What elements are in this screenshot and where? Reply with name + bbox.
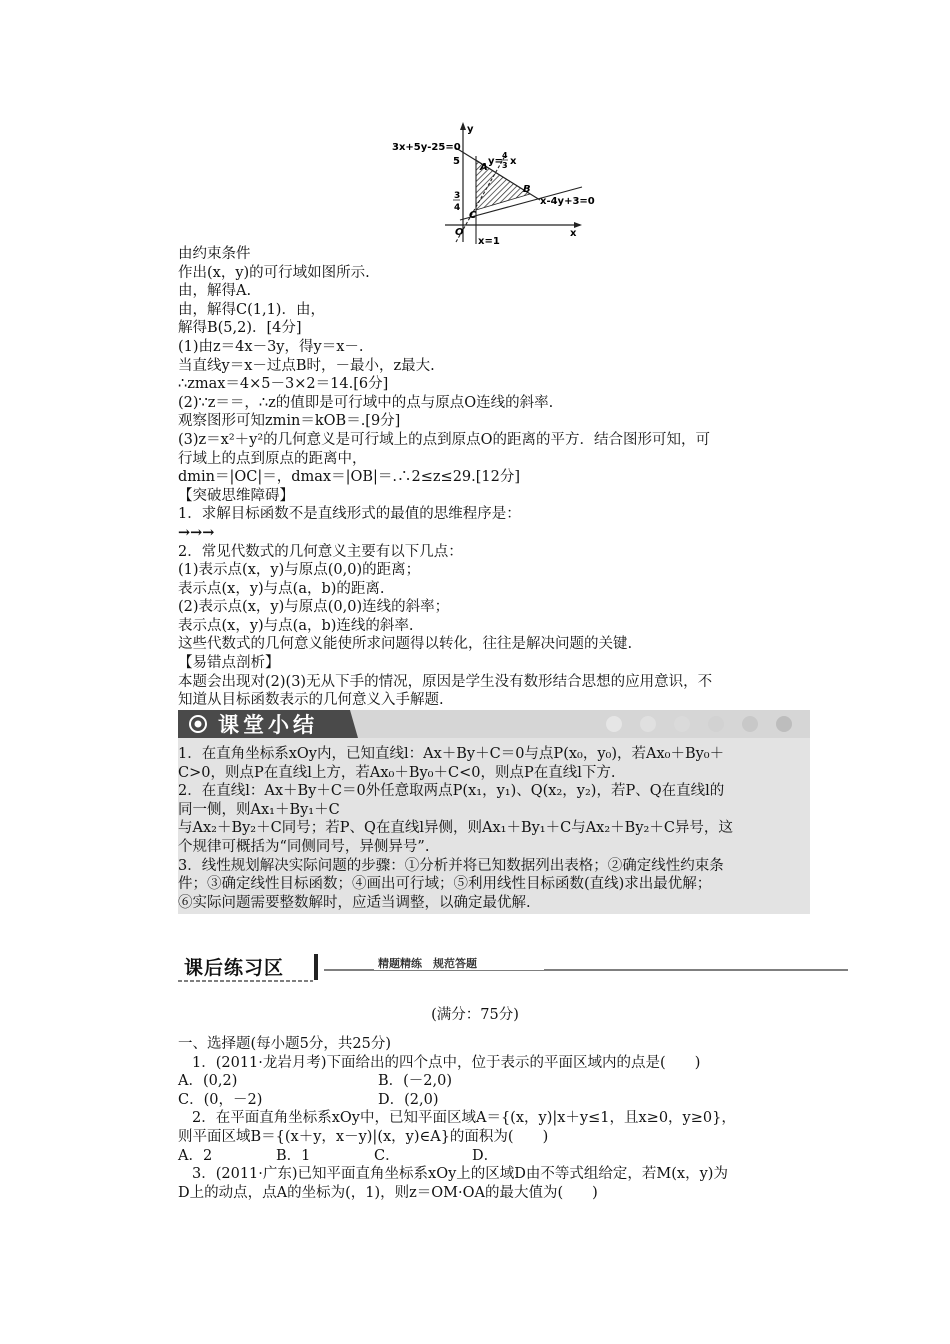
q1-option-a: A．(0,2) — [178, 1073, 238, 1090]
summary-line: 同一侧，则Ax₁＋By₁＋C — [178, 801, 340, 818]
solution-line: 这些代数式的几何意义能使所求问题得以转化，往往是解决问题的关键. — [178, 636, 633, 653]
question-2-cont: 则平面区域B＝{(x＋y，x－y)|(x，y)∈A}的面积为( ) — [178, 1128, 549, 1145]
solution-line: ∴zmax＝4×5－3×2＝14.[6分] — [178, 376, 389, 393]
questions-block — [178, 1035, 818, 1202]
summary-line: 2．在直线l：Ax＋By＋C＝0外任意取两点P(x₁，y₁)、Q(x₂，y₂)，若P、Q在直线l的 — [178, 783, 725, 800]
solution-line: (3)z＝x²＋y²的几何意义是可行域上的点到原点O的距离的平方．结合图形可知，可 — [178, 431, 711, 448]
decor-dot — [742, 716, 758, 732]
summary-line: 个规律可概括为“同侧同号，异侧异号”. — [178, 838, 430, 855]
summary-content — [178, 745, 808, 912]
summary-line: 3．线性规划解决实际问题的步骤：①分析并将已知数据列出表格；②确定线性约束条 — [178, 857, 724, 874]
point-C: C — [469, 210, 477, 221]
summary-header — [178, 710, 810, 738]
practice-header — [178, 950, 848, 984]
q2-option-b: B．1 — [276, 1147, 311, 1164]
label-eq4: x=1 — [478, 236, 500, 247]
decor-dot — [708, 716, 724, 732]
label-eq2-num: 4 — [502, 151, 508, 160]
solution-line: 解得B(5,2)．[4分] — [178, 320, 302, 337]
summary-line: C>0，则点P在直线l上方，若Ax₀＋By₀＋C<0，则点P在直线l下方. — [178, 764, 616, 781]
score-line: (满分：75分) — [431, 1007, 519, 1023]
q1-option-d: D．(2,0) — [378, 1091, 439, 1108]
section-heading: 【突破思维障碍】 — [178, 487, 294, 504]
solution-line: 1．求解目标函数不是直线形式的最值的思维程序是： — [178, 506, 521, 523]
practice-title: 课后练习区 — [184, 957, 285, 979]
arrow-chain: →→→ — [178, 523, 215, 541]
summary-line: 1．在直角坐标系xOy内，已知直线l：Ax＋By＋C＝0与点P(x₀，y₀)，若Ax₀＋By₀＋ — [178, 746, 725, 762]
solution-line: (2)∵z＝＝，∴z的值即是可行域中的点与原点O连线的斜率. — [178, 394, 554, 411]
solution-line: 表示点(x，y)与点(a，b)连线的斜率. — [178, 617, 414, 634]
tick-34-den: 4 — [454, 203, 461, 213]
solution-line: 由，解得C(1,1)．由， — [178, 301, 325, 318]
q1-option-c: C．(0，－2) — [178, 1091, 263, 1108]
summary-line: ⑥实际问题需要整数解时，应适当调整，以确定最优解. — [178, 894, 531, 911]
label-eq2-var: x — [510, 156, 517, 167]
y-axis-arrow — [460, 122, 466, 130]
solution-line: 作出(x，y)的可行域如图所示. — [178, 264, 370, 281]
label-x-axis: x — [570, 228, 577, 239]
question-3-cont: D上的动点，点A的坐标为(，1)，则z＝OM·OA的最大值为( ) — [178, 1184, 598, 1201]
solution-line: 表示点(x，y)与点(a，b)的距离. — [178, 580, 385, 597]
summary-line: 件；③确定线性目标函数；④画出可行域；⑤利用线性目标函数(直线)求出最优解； — [178, 876, 712, 893]
solution-line: dmin＝|OC|＝，dmax＝|OB|＝.∴2≤z≤29.[12分] — [178, 469, 521, 486]
label-eq1: 3x+5y-25=0 — [392, 142, 461, 153]
decor-dot — [640, 716, 656, 732]
solution-line: 本题会出现对(2)(3)无从下手的情况，原因是学生没有数形结合思想的应用意识，不 — [178, 673, 713, 690]
tick-5: 5 — [453, 156, 460, 167]
label-eq2: y= — [488, 156, 503, 167]
question-2: 2．在平面直角坐标系xOy中，已知平面区域A＝{(x，y)|x＋y≤1，且x≥0，y≥0}， — [192, 1110, 736, 1127]
point-O: O — [455, 227, 464, 238]
solution-line: 观察图形可知zmin＝kOB＝.[9分] — [178, 413, 401, 430]
q2-option-d: D． — [472, 1147, 499, 1164]
solution-block — [178, 245, 808, 710]
decor-dot — [606, 716, 622, 732]
q2-option-c: C． — [374, 1147, 400, 1164]
section-heading: 【易错点剖析】 — [178, 655, 280, 672]
label-y-axis: y — [467, 124, 474, 135]
summary-title: 课堂小结 — [218, 713, 318, 737]
solution-line: 行域上的点到原点的距离中， — [178, 450, 367, 467]
summary-line: 与Ax₂＋By₂＋C同号；若P、Q在直线l异侧，则Ax₁＋By₁＋C与Ax₂＋By₂＋C异号，这 — [178, 820, 733, 837]
solution-line: (1)由z＝4x－3y，得y＝x－. — [178, 338, 364, 355]
solution-line: 由约束条件 — [178, 246, 251, 262]
solution-line: (1)表示点(x，y)与原点(0,0)的距离； — [178, 562, 421, 579]
solution-line: (2)表示点(x，y)与原点(0,0)连线的斜率； — [178, 599, 450, 616]
tick-34-num: 3 — [454, 191, 461, 201]
practice-subtitle: 精题精练 规范答题 — [378, 957, 477, 970]
feasible-region-figure — [390, 120, 610, 248]
solution-line: 2．常见代数式的几何意义主要有以下几点： — [178, 543, 463, 560]
solution-line: 知道从目标函数表示的几何意义入手解题. — [178, 692, 444, 709]
label-eq2-den: 3 — [502, 161, 508, 170]
solution-line: 当直线y＝x－过点B时，－最小，z最大. — [178, 357, 435, 374]
question-1: 1．(2011·龙岩月考)下面给出的四个点中，位于表示的平面区域内的点是( ) — [192, 1054, 701, 1071]
point-B: B — [523, 184, 531, 195]
decor-dot — [674, 716, 690, 732]
q2-option-a: A．2 — [178, 1147, 213, 1164]
solution-line: 由，解得A. — [178, 283, 252, 300]
q1-option-b: B．(－2,0) — [378, 1073, 453, 1090]
section-title: 一、选择题(每小题5分，共25分) — [178, 1036, 391, 1052]
decor-dot — [776, 716, 792, 732]
point-A: A — [480, 162, 488, 173]
question-3: 3．(2011·广东)已知平面直角坐标系xOy上的区域D由不等式组给定，若M(x，y)为 — [192, 1166, 728, 1183]
label-eq3: x-4y+3=0 — [540, 196, 595, 207]
